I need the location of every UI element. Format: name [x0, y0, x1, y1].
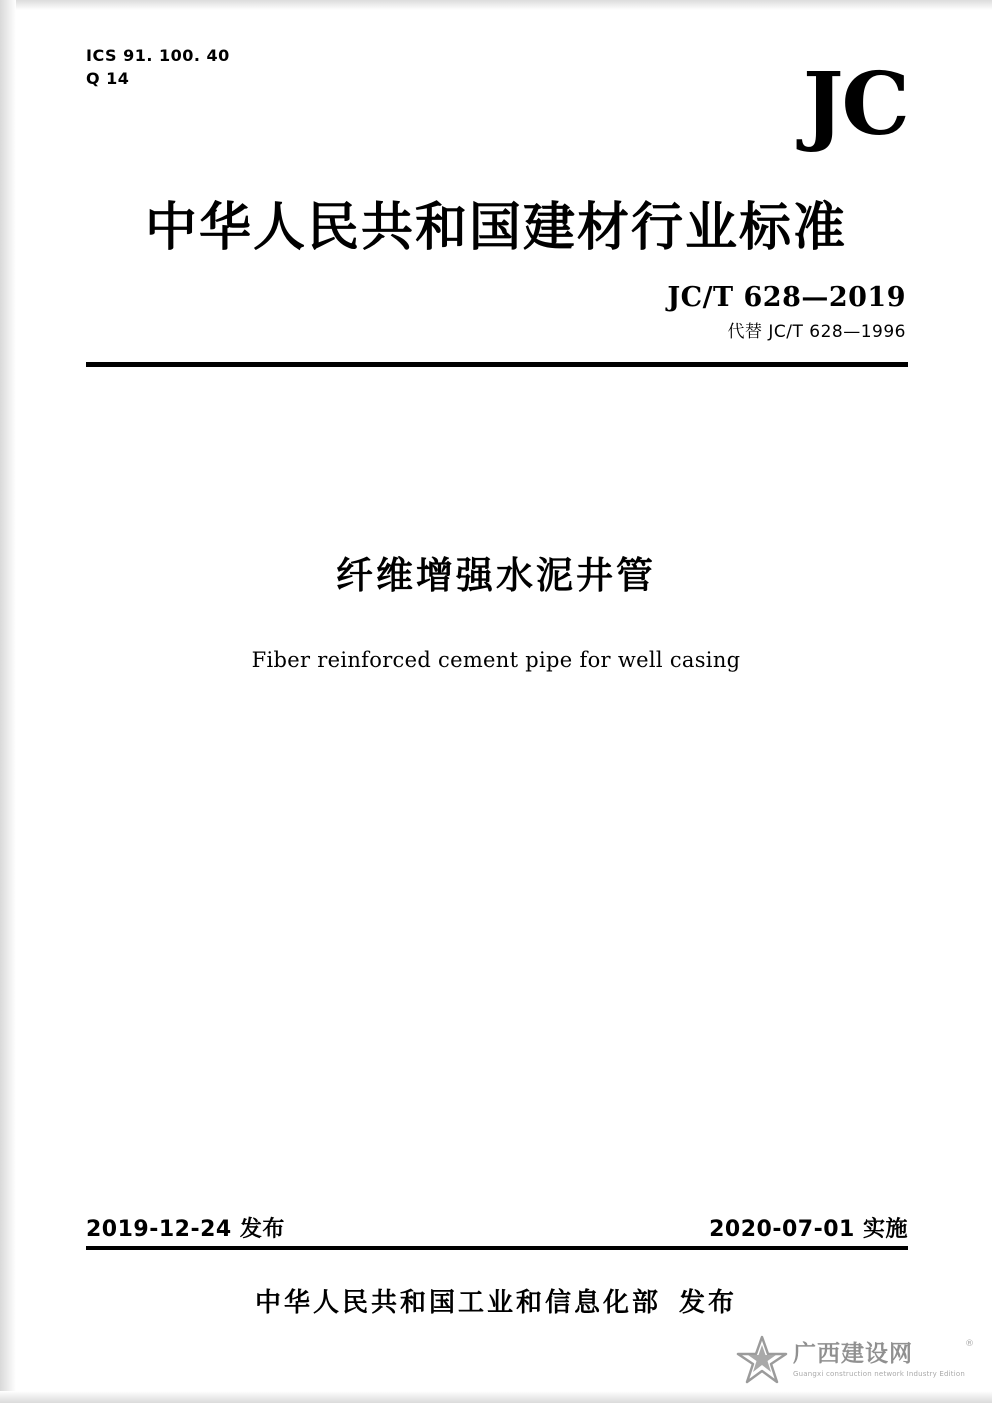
standard-replaces: 代替 JC/T 628—1996: [727, 322, 906, 342]
watermark-trademark: ®: [965, 1339, 974, 1349]
standard-series-title: 中华人民共和国建材行业标准: [144, 198, 847, 258]
page-edge-shading-bottom: [0, 1391, 992, 1403]
implement-date: 2020-07-01 实施: [709, 1217, 908, 1242]
footer-divider: [86, 1246, 908, 1250]
watermark-name-en: Guangxi construction network Industry Edition: [793, 1369, 965, 1378]
dates-row: [86, 1212, 908, 1243]
issuer-name: 中华人民共和国工业和信息化部: [254, 1288, 661, 1318]
issuer-line: [0, 1282, 992, 1319]
standard-number: JC/T 628—2019: [667, 282, 906, 313]
standard-number-block: [667, 282, 906, 342]
classification-code: Q 14: [86, 69, 130, 89]
star-icon: [735, 1333, 789, 1387]
watermark-text: [793, 1342, 965, 1377]
watermark: [735, 1333, 974, 1387]
watermark-name-cn: 广西建设网: [793, 1341, 913, 1368]
ics-block: [86, 44, 230, 90]
document-title-cn: 纤维增强水泥井管: [336, 554, 656, 597]
jc-logo: JC: [802, 54, 908, 155]
issuer-verb: 发布: [679, 1288, 738, 1318]
document-title-en: Fiber reinforced cement pipe for well casing: [251, 648, 741, 672]
issue-date: 2019-12-24 发布: [86, 1217, 285, 1242]
header-divider: [86, 362, 908, 367]
ics-code: ICS 91. 100. 40: [86, 46, 230, 65]
page-edge-shading-top: [0, 0, 992, 10]
